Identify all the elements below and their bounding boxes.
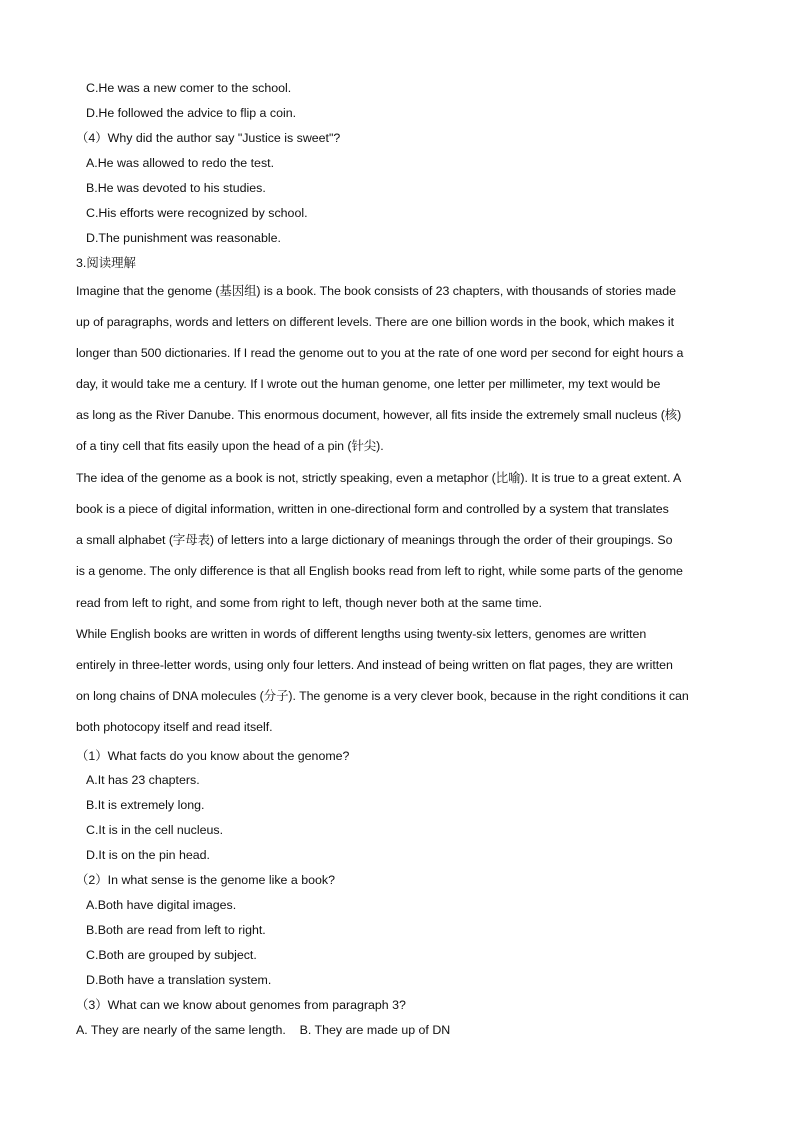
question-3-options-line: A. They are nearly of the same length. B. They are made up of DN [76,1023,451,1037]
paragraph-2-line-2: book is a piece of digital information, written in one-directional form and controlled by a system that translates [76,502,669,516]
question-1-option-a: A.It has 23 chapters. [86,773,200,787]
question-4-option-c: C.His efforts were recognized by school. [86,206,308,220]
section-heading: 3.阅读理解 [76,256,136,270]
paragraph-2-line-4: is a genome. The only difference is that all English books read from left to right, while some parts of the genome [76,564,683,578]
question-1-option-c: C.It is in the cell nucleus. [86,823,224,837]
paragraph-3-line-2: entirely in three-letter words, using only four letters. And instead of being written on flat pages, they are written [76,658,673,672]
question-1-stem: （1）What facts do you know about the genome? [76,749,350,763]
question-2-option-b: B.Both are read from left to right. [86,923,266,937]
question-4-stem: （4）Why did the author say "Justice is sweet"? [76,131,341,145]
paragraph-2-line-5: read from left to right, and some from right to left, though never both at the same time. [76,596,542,610]
paragraph-3-line-3: on long chains of DNA molecules (分子). The genome is a very clever book, because in the right conditions it can [76,689,689,703]
question-2-option-a: A.Both have digital images. [86,898,237,912]
question-1-option-d: D.It is on the pin head. [86,848,210,862]
question-1-option-b: B.It is extremely long. [86,798,205,812]
paragraph-2-line-1: The idea of the genome as a book is not, strictly speaking, even a metaphor (比喻). It is true to a great extent. A [76,471,682,485]
paragraph-2-line-3: a small alphabet (字母表) of letters into a large dictionary of meanings through the order of their groupings. So [76,533,673,547]
question-2-option-d: D.Both have a translation system. [86,973,272,987]
paragraph-1-line-2: up of paragraphs, words and letters on different levels. There are one billion words in the book, which makes it [76,315,674,329]
question-4-option-d: D.The punishment was reasonable. [86,231,281,245]
paragraph-3-line-4: both photocopy itself and read itself. [76,720,273,734]
prev-question-option-d: D.He followed the advice to flip a coin. [86,106,297,120]
question-2-stem: （2）In what sense is the genome like a book? [76,873,335,887]
prev-question-option-c: C.He was a new comer to the school. [86,81,292,95]
paragraph-1-line-5: as long as the River Danube. This enormous document, however, all fits inside the extremely small nucleus (核) [76,408,682,422]
paragraph-1-line-3: longer than 500 dictionaries. If I read the genome out to you at the rate of one word per second for eight hours a [76,346,684,360]
paragraph-3-line-1: While English books are written in words of different lengths using twenty-six letters, genomes are written [76,627,647,641]
paragraph-1-line-4: day, it would take me a century. If I wrote out the human genome, one letter per millimeter, my text would be [76,377,661,391]
question-4-option-a: A.He was allowed to redo the test. [86,156,275,170]
paragraph-1-line-6: of a tiny cell that fits easily upon the head of a pin (针尖). [76,439,384,453]
paragraph-1-line-1: Imagine that the genome (基因组) is a book. The book consists of 23 chapters, with thousands of stories made [76,284,676,298]
question-2-option-c: C.Both are grouped by subject. [86,948,257,962]
question-3-stem: （3）What can we know about genomes from paragraph 3? [76,998,406,1012]
question-4-option-b: B.He was devoted to his studies. [86,181,266,195]
